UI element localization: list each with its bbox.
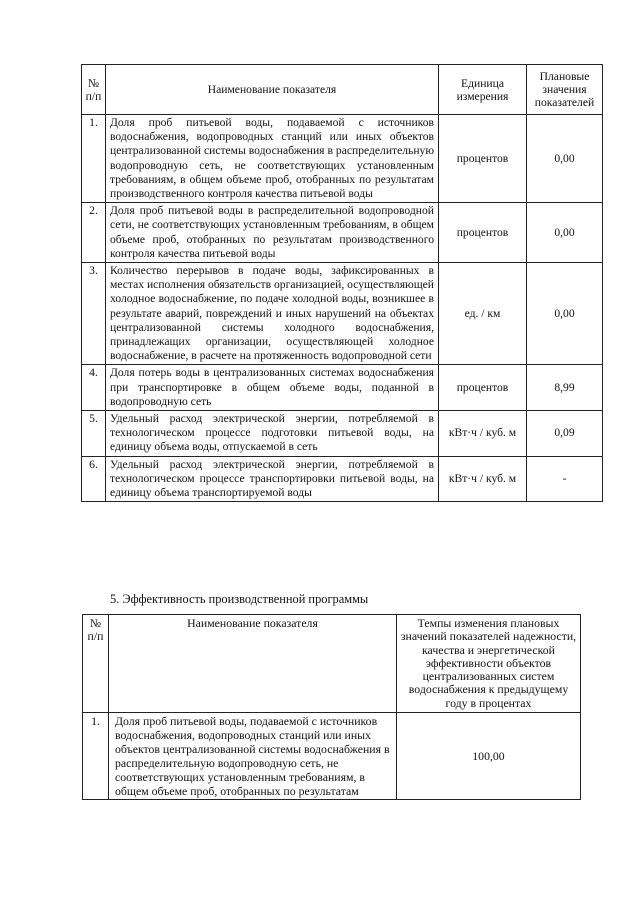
row-num: 5. (82, 411, 106, 457)
table-row (82, 263, 603, 365)
row-name: Количество перерывов в подаче воды, зафиксированных в местах исполнения обязательств организацией, осуществляющей холодное водоснабжение, по подаче холодной воды, возникшее в результате аварий, повреждений и иных нарушений на объектах централизованной системы холодного водоснабжения, принадлежащих организации, осуществляющей холодное водоснабжение, в расчете на протяженность водопроводной сети (106, 263, 439, 365)
header-name: Наименование показателя (109, 615, 397, 713)
row-unit: процентов (439, 203, 527, 263)
row-name: Удельный расход электрической энергии, потребляемой в технологическом процессе транспортировки питьевой воды, на единицу объема транспортируемой воды (106, 456, 439, 502)
header-num: № п/п (82, 65, 106, 115)
header-num: № п/п (83, 615, 109, 713)
row-num: 1. (83, 713, 109, 800)
row-num: 3. (82, 263, 106, 365)
row-unit: кВт·ч / куб. м (439, 411, 527, 457)
section-title: 5. Эффективность производственной программы (110, 592, 369, 606)
table-row (82, 115, 603, 203)
table-row (82, 365, 603, 411)
header-value: Плановые значения показателей (527, 65, 603, 115)
efficiency-table (82, 614, 581, 800)
row-unit: процентов (439, 365, 527, 411)
row-value: 8,99 (527, 365, 603, 411)
row-num: 4. (82, 365, 106, 411)
row-name: Доля потерь воды в централизованных системах водоснабжения при транспортировке в общем объеме воды, поданной в водопроводную сеть (106, 365, 439, 411)
row-name: Удельный расход электрической энергии, потребляемой в технологическом процессе подготовки питьевой воды, на единицу объема воды, отпускаемой в сеть (106, 411, 439, 457)
row-name: Доля проб питьевой воды в распределительной водопроводной сети, не соответствующих установленным требованиям, в общем объеме проб, отобранных по результатам производственного контроля качества питьевой воды (106, 203, 439, 263)
row-unit: ед. / км (439, 263, 527, 365)
header-rate: Темпы изменения плановых значений показателей надежности, качества и энергетической эффективности объектов централизованных систем водоснабжения к предыдущему году в процентах (397, 615, 581, 713)
row-value: 0,09 (527, 411, 603, 457)
indicators-table (81, 64, 603, 502)
table-row (82, 456, 603, 502)
row-num: 2. (82, 203, 106, 263)
row-value: - (527, 456, 603, 502)
row-value: 0,00 (527, 203, 603, 263)
header-name: Наименование показателя (106, 65, 439, 115)
row-unit: кВт·ч / куб. м (439, 456, 527, 502)
row-value: 0,00 (527, 263, 603, 365)
header-unit: Единица измерения (439, 65, 527, 115)
row-rate: 100,00 (397, 713, 581, 800)
table-row (82, 411, 603, 457)
table-row (82, 203, 603, 263)
row-name: Доля проб питьевой воды, подаваемой с источников водоснабжения, водопроводных станций или иных объектов централизованной системы водоснабжения в распределительную водопроводную сеть, не соответствующих установленным требованиям, в общем объеме проб, отобранных по результатам производственного контроля качества питьевой воды (106, 115, 439, 203)
row-value: 0,00 (527, 115, 603, 203)
table-row (83, 713, 581, 800)
row-unit: процентов (439, 115, 527, 203)
row-num: 6. (82, 456, 106, 502)
row-num: 1. (82, 115, 106, 203)
table-header-row (83, 615, 581, 713)
table-header-row (82, 65, 603, 115)
row-name: Доля проб питьевой воды, подаваемой с источников водоснабжения, водопроводных станций или иных объектов централизованной системы водоснабжения в распределительную водопроводную сеть, не соответствующих установленным требованиям, в общем объеме проб, отобранных по результатам (109, 713, 397, 800)
